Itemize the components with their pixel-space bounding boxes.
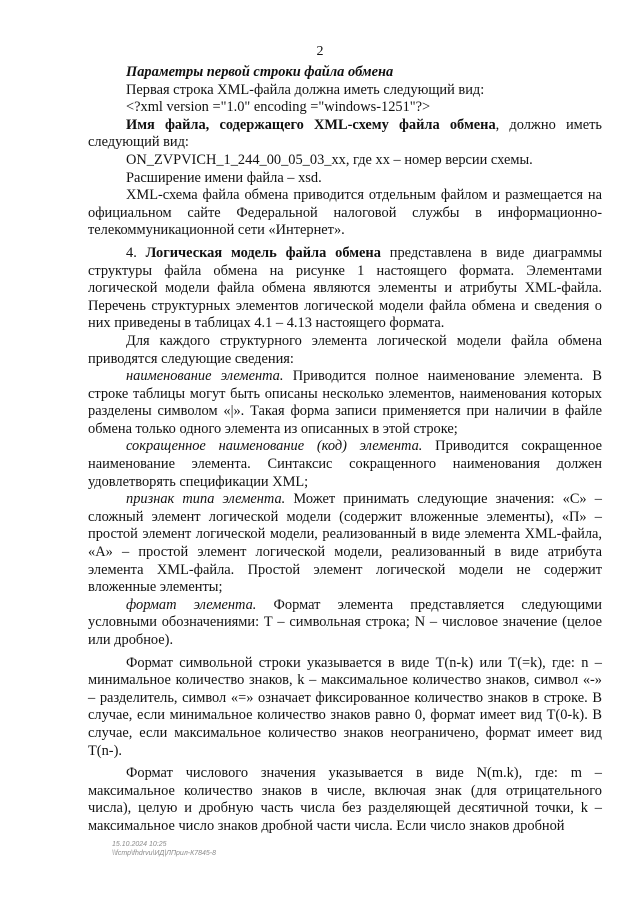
section-title-text: Параметры первой строки файла обмена — [126, 64, 394, 80]
document-body — [88, 64, 602, 836]
footer-stamp — [112, 840, 216, 858]
p4-bold: Логическая модель файла обмена — [145, 244, 381, 261]
section-title — [88, 64, 602, 82]
symbol-format-paragraph: Формат символьной строки указывается в виде T(n-k) или T(=k), где: n – минимальное количество знаков, k – максимальное количество знаков, символ «-» – разделитель, символ «=» означает фиксированное количество знаков в строке. В случае, если минимальное количество знаков равно 0, формат имеет вид T(0-k). В случае, если максимальное количество знаков неограничено, формат имеет вид T(n-). — [88, 654, 602, 759]
footer-line-2: \\fcmp\fhdrvu\ИД|ЛПрил-К7845-8 — [112, 850, 217, 857]
logical-model-paragraph — [88, 245, 602, 333]
p4-lead: 4. — [126, 244, 146, 261]
item-format — [88, 597, 602, 650]
page-number: 2 — [316, 44, 324, 59]
each-element-paragraph: Для каждого структурного элемента логической модели файла обмена приводятся следующие сведения: — [88, 332, 602, 367]
p4-rest: представлена в виде диаграммы структуры файла обмена на рисунке 1 настоящего формата. Элементами логической модели файла обмена являются элементы и атрибуты XML-файла. Перечень структурных элементов логической модели файла обмена и сведения о них приведены в таблицах 4.1 – 4.13 настоящего формата. — [88, 244, 602, 332]
item-type — [88, 491, 602, 597]
schema-extension: Расширение имени файла – xsd. — [126, 169, 322, 186]
item1-term: наименование элемента. — [126, 368, 284, 385]
item4-term: формат элемента. — [126, 596, 257, 613]
schema-filename: ON_ZVPVICH_1_244_00_05_03_xx, где xx – номер версии схемы. — [126, 151, 533, 168]
footer-line-1: 15.10.2024 10:25 — [112, 841, 167, 848]
item2-term: сокращенное наименование (код) элемента. — [126, 438, 423, 455]
item4-text: Формат элемента представляется следующими условными обозначениями: Т – символьная строка; N – числовое значение (целое или дробное). — [88, 596, 602, 648]
schema-publish-paragraph: XML-схема файла обмена приводится отдельным файлом и размещается на официальном сайте Федеральной налоговой службы в информационно-телекоммуникационной сети «Интернет». — [88, 187, 602, 239]
schema-name-rest: , должно иметь следующий вид: — [88, 116, 602, 151]
item3-text: Может принимать следующие значения: «С» – сложный элемент логической модели (содержит вложенные элементы), «П» – простой элемент логической модели, реализованный в виде элемента XML-файла, «А» – простой элемент логической модели, реализованный в виде атрибута элемента XML-файла. Простой элемент логической модели не содержит вложенные элементы; — [88, 491, 602, 596]
xml-line-intro: Первая строка XML-файла должна иметь следующий вид: — [126, 81, 485, 98]
item-full-name — [88, 368, 602, 438]
item2-text: Приводится сокращенное наименование элемента. Синтаксис сокращенного наименования должен удовлетворять спецификации XML; — [88, 438, 602, 490]
schema-name-paragraph — [88, 117, 602, 152]
item-short-name — [88, 438, 602, 491]
numeric-format-paragraph: Формат числового значения указывается в виде N(m.k), где: m – максимальное количество знаков в числе, включая знак (для отрицательного числа), целую и дробную часть числа без разделяющей десятичной точки, k – максимальное число знаков дробной части числа. Если число знаков дробной — [88, 765, 602, 834]
xml-declaration: <?xml version ="1.0" encoding ="windows-1251"?> — [126, 99, 431, 116]
schema-name-bold: Имя файла, содержащего XML-схему файла обмена — [126, 116, 496, 133]
item1-text: Приводится полное наименование элемента. В строке таблицы могут быть описаны несколько элементов, наименования которых разделены символом «|». Такая форма записи применяется при наличии в файле обмена только одного элемента из описанных в этой строке; — [88, 368, 602, 437]
item3-term: признак типа элемента. — [126, 491, 286, 508]
